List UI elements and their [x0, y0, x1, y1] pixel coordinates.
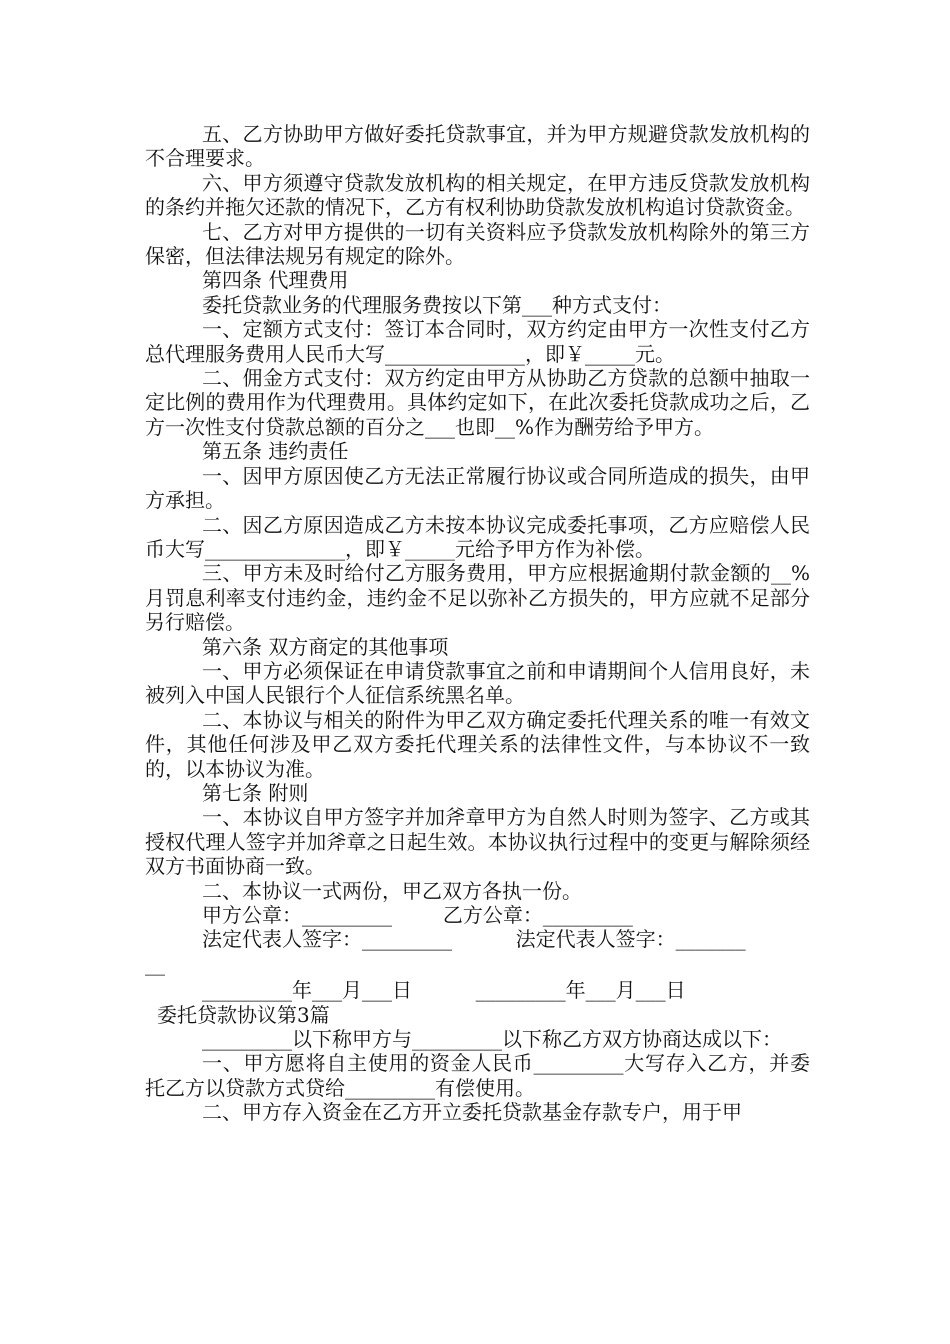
agreement-3-title: 委托贷款协议第3篇 [157, 1002, 330, 1027]
agreement-3-intro: _________以下称甲方与_________以下称乙方双方协商达成以下： [202, 1027, 782, 1052]
article-5-item-2: 二、因乙方原因造成乙方未按本协议完成委托事项，乙方应赔偿人民币大写______________，即￥_____元给予甲方作为补偿。 [145, 512, 810, 561]
date-row: _________年___月___日 _________年___月___日 [202, 978, 686, 1003]
article-5-item-3: 三、甲方未及时给付乙方服务费用，甲方应根据逾期付款金额的__%月罚息利率支付违约金，违约金不足以弥补乙方损失的，甲方应就不足部分另行赔偿。 [145, 561, 810, 635]
representative-signature-overflow: __ [145, 951, 165, 976]
agreement-3-item-1: 一、甲方愿将自主使用的资金人民币_________大写存入乙方，并委托乙方以贷款方式贷给_________有偿使用。 [145, 1051, 810, 1100]
article-5-item-1: 一、因甲方原因使乙方无法正常履行协议或合同所造成的损失，由甲方承担。 [145, 463, 810, 513]
article-4-heading: 第四条 代理费用 [202, 268, 349, 293]
article-7-item-2: 二、本协议一式两份，甲乙双方各执一份。 [202, 878, 582, 903]
clause-7: 七、乙方对甲方提供的一切有关资料应予贷款发放机构除外的第三方保密，但法律法规另有规定的除外。 [145, 219, 810, 269]
article-4-intro: 委托贷款业务的代理服务费按以下第___种方式支付： [202, 292, 672, 317]
article-6-item-1: 一、甲方必须保证在申请贷款事宜之前和申请期间个人信用良好，未被列入中国人民银行个人征信系统黑名单。 [145, 658, 810, 708]
article-4-item-2: 二、佣金方式支付：双方约定由甲方从协助乙方贷款的总额中抽取一定比例的费用作为代理费用。具体约定如下，在此次委托贷款成功之后，乙方一次性支付贷款总额的百分之___也即__%作为酬劳给予甲方。 [145, 366, 810, 439]
article-7-heading: 第七条 附则 [202, 780, 309, 805]
seal-row: 甲方公章：_________ 乙方公章：_________ [202, 903, 633, 927]
clause-5: 五、乙方协助甲方做好委托贷款事宜，并为甲方规避贷款发放机构的不合理要求。 [145, 122, 810, 171]
clause-6: 六、甲方须遵守贷款发放机构的相关规定，在甲方违反贷款发放机构的条约并拖欠还款的情况下，乙方有权利协助贷款发放机构追讨贷款资金。 [145, 170, 810, 220]
document-body [145, 122, 810, 1125]
article-4-item-1: 一、定额方式支付：签订本合同时，双方约定由甲方一次性支付乙方总代理服务费用人民币大写______________，即￥_____元。 [145, 317, 810, 366]
representative-signature-row: 法定代表人签字：_________ 法定代表人签字：_______ [202, 927, 746, 952]
article-7-item-1: 一、本协议自甲方签字并加斧章甲方为自然人时则为签字、乙方或其授权代理人签字并加斧章之日起生效。本协议执行过程中的变更与解除须经双方书面协商一致。 [145, 805, 810, 879]
article-6-item-2: 二、本协议与相关的附件为甲乙双方确定委托代理关系的唯一有效文件，其他任何涉及甲乙双方委托代理关系的法律性文件，与本协议不一致的，以本协议为准。 [145, 707, 810, 781]
article-6-heading: 第六条 双方商定的其他事项 [202, 634, 449, 659]
article-5-heading: 第五条 违约责任 [202, 439, 349, 464]
agreement-3-item-2: 二、甲方存入资金在乙方开立委托贷款基金存款专户，用于甲 [202, 1100, 742, 1125]
